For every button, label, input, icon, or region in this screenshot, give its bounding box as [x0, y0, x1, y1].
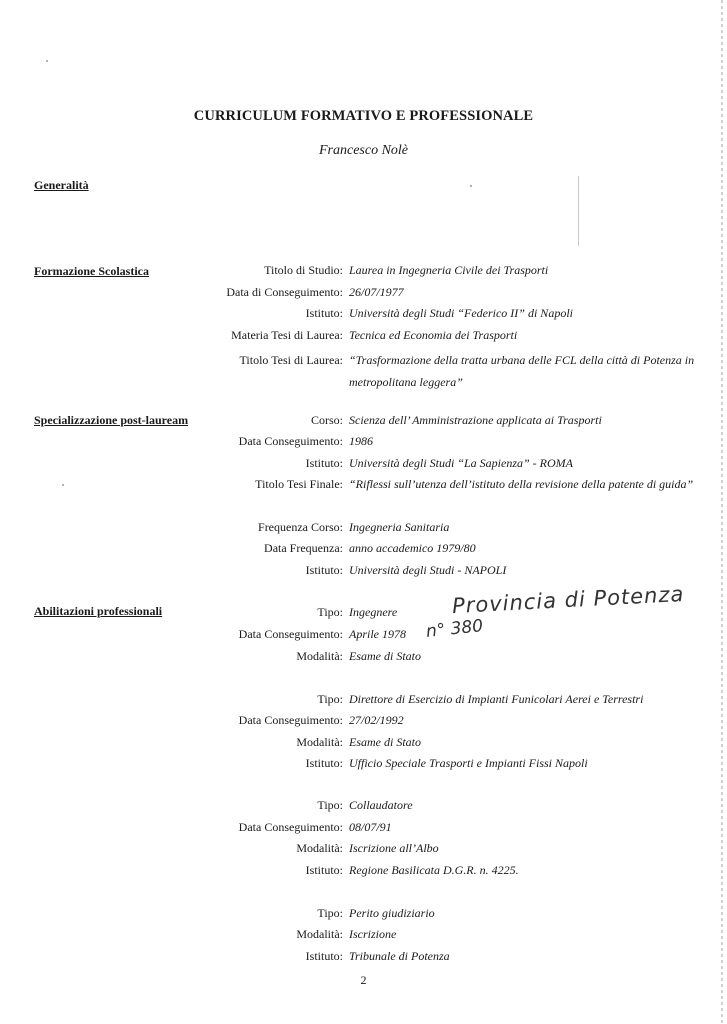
author-name: Francesco Nolè — [318, 143, 409, 158]
field-label: Titolo Tesi di Laurea: — [239, 353, 343, 367]
field-label: Tipo: — [317, 605, 343, 619]
field-value: “Trasformazione della tratta urbana delle FCL della città di Potenza in metropolitana leggera” — [349, 353, 695, 389]
field-label: Titolo Tesi Finale: — [255, 477, 343, 491]
field-label: Tipo: — [317, 692, 343, 706]
field-value: Ufficio Speciale Trasporti e Impianti Fissi Napoli — [349, 756, 588, 770]
page-number: 2 — [360, 973, 367, 987]
field-label: Corso: — [310, 413, 343, 427]
field-value: Perito giudiziario — [349, 906, 435, 920]
handwritten-note: Provincia di Potenza — [451, 581, 685, 619]
field-value: Tecnica ed Economia dei Trasporti — [349, 328, 518, 342]
field-label: Data di Conseguimento: — [226, 285, 343, 299]
field-label: Data Conseguimento: — [238, 434, 343, 448]
field-label: Data Frequenza: — [264, 541, 343, 555]
field-value: Aprile 1978 — [349, 627, 406, 641]
field-label: Modalità: — [296, 649, 343, 663]
field-label: Data Conseguimento: — [238, 820, 343, 834]
section-abilitazioni: Abilitazioni professionali — [34, 604, 163, 618]
handwritten-number: n° 380 — [425, 616, 485, 642]
field-value: Università degli Studi “La Sapienza” - ROMA — [349, 456, 573, 470]
scan-speck — [46, 60, 48, 62]
field-value: Università degli Studi “Federico II” di Napoli — [349, 306, 573, 320]
field-value: 08/07/91 — [349, 820, 392, 834]
field-label: Data Conseguimento: — [238, 627, 343, 641]
field-label: Modalità: — [296, 927, 343, 941]
scan-speck — [62, 484, 64, 486]
field-value: anno accademico 1979/80 — [349, 541, 476, 555]
field-value: Ingegneria Sanitaria — [349, 520, 450, 534]
field-label: Istituto: — [305, 563, 343, 577]
field-label: Modalità: — [296, 841, 343, 855]
section-generalita: Generalità — [34, 178, 89, 192]
field-label: Frequenza Corso: — [258, 520, 343, 534]
field-label: Istituto: — [305, 306, 343, 320]
scan-speck — [470, 185, 472, 187]
field-value: Iscrizione all’Albo — [349, 841, 439, 855]
field-label: Materia Tesi di Laurea: — [231, 328, 343, 342]
field-value: Direttore di Esercizio di Impianti Funicolari Aerei e Terrestri — [349, 692, 644, 706]
field-value: Collaudatore — [349, 798, 413, 812]
field-value: Regione Basilicata D.G.R. n. 4225. — [349, 863, 519, 877]
field-label: Tipo: — [317, 906, 343, 920]
scan-mark — [578, 176, 579, 246]
field-value: Esame di Stato — [349, 735, 421, 749]
field-value: Università degli Studi - NAPOLI — [349, 563, 507, 577]
field-value: Scienza dell’ Amministrazione applicata ai Trasporti — [349, 413, 602, 427]
field-value: Esame di Stato — [349, 649, 421, 663]
field-label: Tipo: — [317, 798, 343, 812]
field-label: Titolo di Studio: — [264, 263, 343, 277]
field-value: 26/07/1977 — [349, 285, 404, 299]
field-label: Modalità: — [296, 735, 343, 749]
field-value: 27/02/1992 — [349, 713, 404, 727]
section-specializzazione: Specializzazione post-lauream — [34, 413, 189, 427]
field-label: Data Conseguimento: — [238, 713, 343, 727]
document-title: CURRICULUM FORMATIVO E PROFESSIONALE — [193, 108, 534, 124]
field-value: Iscrizione — [349, 927, 397, 941]
field-value: Ingegnere — [349, 605, 398, 619]
field-label: Istituto: — [305, 756, 343, 770]
field-label: Istituto: — [305, 456, 343, 470]
field-value: “Riflessi sull’utenza dell’istituto della revisione della patente di guida” — [349, 477, 694, 491]
field-value: 1986 — [349, 434, 373, 448]
field-value: Tribunale di Potenza — [349, 949, 450, 963]
section-formazione: Formazione Scolastica — [34, 264, 149, 278]
field-value: Laurea in Ingegneria Civile dei Trasporti — [349, 263, 549, 277]
field-label: Istituto: — [305, 949, 343, 963]
field-label: Istituto: — [305, 863, 343, 877]
